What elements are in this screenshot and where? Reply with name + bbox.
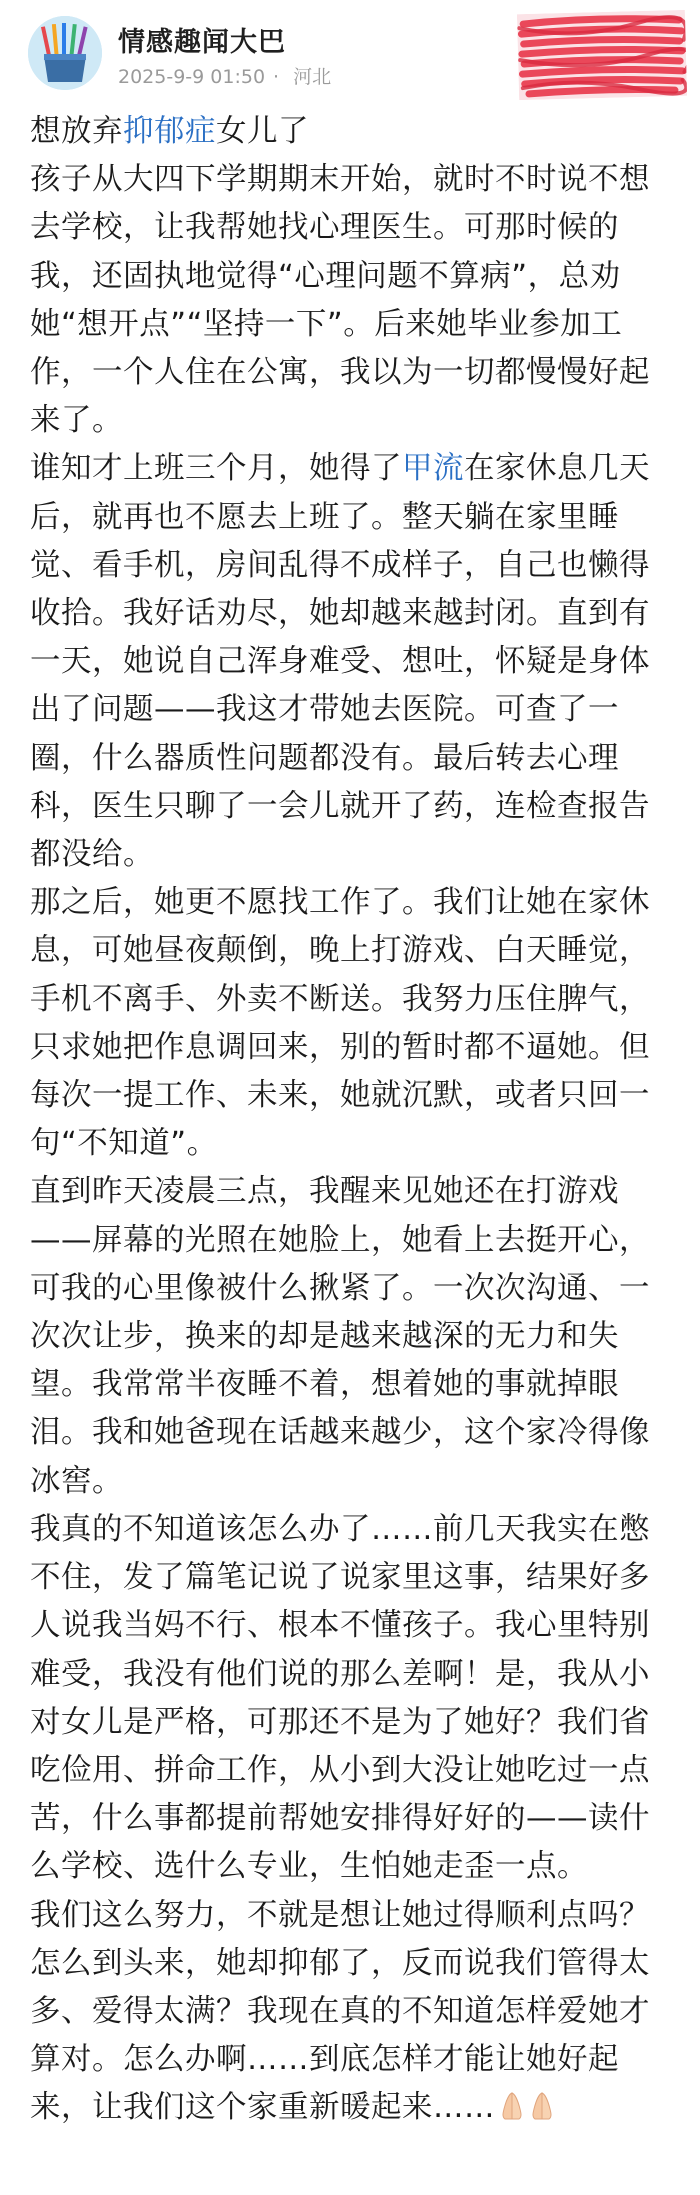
- paragraph-6: [30, 1892, 678, 2133]
- post-body: [30, 108, 678, 2133]
- paragraph-2-prefix: 谁知才上班三个月，她得了: [30, 451, 402, 487]
- paragraph-5: 我真的不知道该怎么办了……前几天我实在憋不住，发了篇笔记说了说家里这事，结果好多人说我当妈不行、根本不懂孩子。我心里特别难受，我没有他们说的那么差啊！是，我从小对女儿是严格，可那还不是为了她好？我们省吃俭用、拼命工作，从小到大没让她吃过一点苦，什么事都提前帮她安排得好好的——读什么学校、选什么专业，生怕她走歪一点。: [30, 1511, 650, 1885]
- paragraph-3: 那之后，她更不愿找工作了。我们让她在家休息，可她昼夜颠倒，晚上打游戏、白天睡觉，手机不离手、外卖不断送。我努力压住脾气，只求她把作息调回来，别的暂时都不逼她。但每次一提工作、未来，她就沉默，或者只回一句“不知道”。: [30, 885, 650, 1162]
- title-prefix: 想放弃: [30, 114, 123, 149]
- meta-separator: ·: [273, 66, 280, 88]
- folded-hands-icon: [529, 2091, 555, 2121]
- post-title: [30, 108, 678, 156]
- post-meta: [118, 62, 339, 89]
- paragraph-2-suffix: 在家休息几天后，就再也不愿去上班了。整天躺在家里睡觉、看手机，房间乱得不成样子，自己也懒得收拾。我好话劝尽，她却越来越封闭。直到有一天，她说自己浑身难受、想吐，怀疑是身体出了问题——我这才带她去医院。可查了一圈，什么器质性问题都没有。最后转去心理科，医生只聊了一会儿就开了药，连检查报告都没给。: [30, 451, 650, 873]
- pencil-cup-icon: [28, 16, 102, 90]
- folded-hands-icon: [499, 2091, 525, 2121]
- topic-link-depression[interactable]: 抑郁症: [123, 114, 216, 149]
- title-suffix: 女儿了: [216, 114, 309, 149]
- author-name[interactable]: 情感趣闻大巴: [118, 27, 286, 58]
- paragraph-2: [30, 445, 678, 879]
- paragraph-1: 孩子从大四下学期期末开始，就时不时说不想去学校，让我帮她找心理医生。可那时候的我，还固执地觉得“心理问题不算病”，总劝她“想开点”“坚持一下”。后来她毕业参加工作，一个人住在公寓，我以为一切都慢慢好起来了。: [30, 162, 650, 439]
- post-location: 河北: [293, 66, 332, 88]
- topic-link-influenza[interactable]: 甲流: [402, 451, 464, 487]
- paragraph-6-text: 我们这么努力，不就是想让她过得顺利点吗？怎么到头来，她却抑郁了，反而说我们管得太多、爱得太满？我现在真的不知道怎样爱她才算对。怎么办啊……到底怎样才能让她好起来，让我们这个家重新暖起来……: [30, 1897, 650, 2126]
- paragraph-4: 直到昨天凌晨三点，我醒来见她还在打游戏——屏幕的光照在她脸上，她看上去挺开心，可我的心里像被什么揪紧了。一次次沟通、一次次让步，换来的却是越来越深的无力和失望。我常常半夜睡不着，想着她的事就掉眼泪。我和她爸现在话越来越少，这个家冷得像冰窖。: [30, 1174, 650, 1499]
- redaction-scribble-icon: [517, 10, 687, 100]
- avatar[interactable]: [28, 16, 102, 90]
- post-date: 2025-9-9 01:50: [118, 66, 266, 88]
- post-header: [0, 0, 700, 108]
